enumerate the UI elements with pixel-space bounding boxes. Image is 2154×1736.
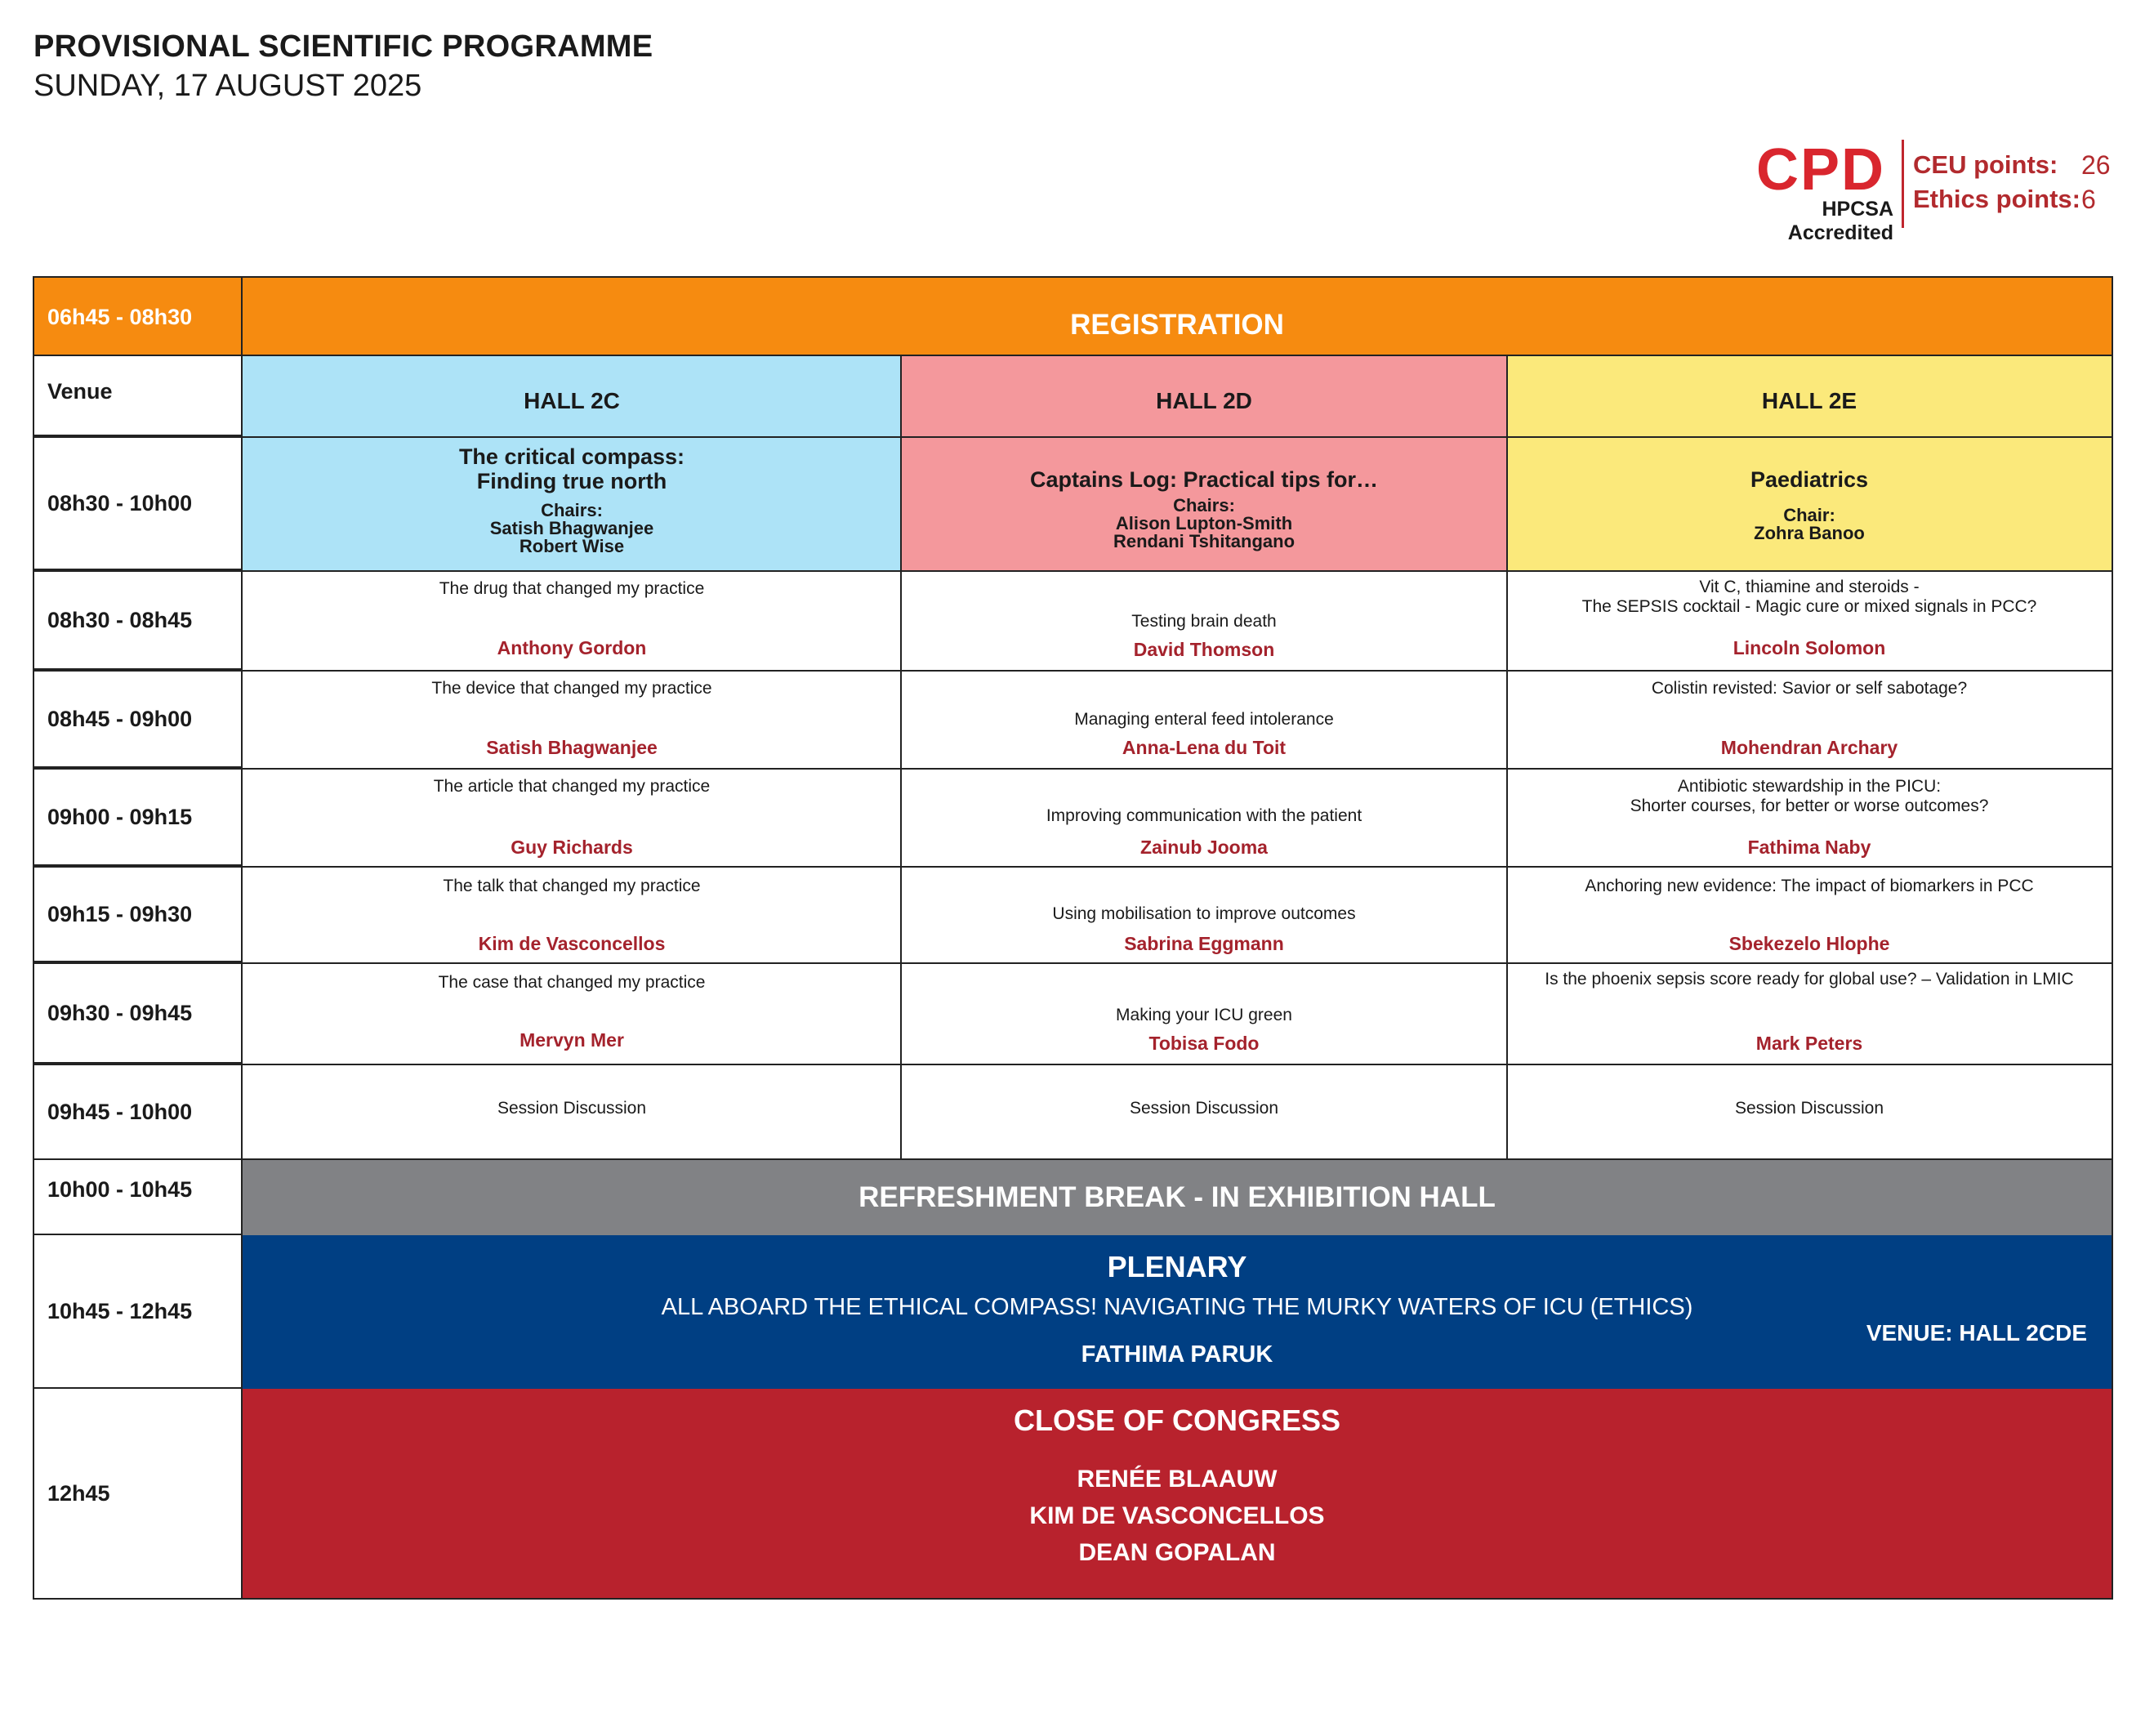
talk-cell	[1507, 964, 2112, 1064]
talk-title: Vit C, thiamine and steroids -	[1699, 578, 1920, 596]
speaker-name: Satish Bhagwanjee	[486, 737, 658, 758]
refreshment-break-banner: REFRESHMENT BREAK - IN EXHIBITION HALL	[243, 1160, 2112, 1235]
slot-time: 09h00 - 09h15	[34, 770, 243, 866]
talk-cell	[1507, 672, 2112, 768]
talk-title: The SEPSIS cocktail - Magic cure or mixed signals in PCC?	[1581, 597, 2037, 616]
speaker-name: Mervyn Mer	[520, 1029, 624, 1051]
column-divider	[1506, 356, 1508, 1160]
session-time: 08h30 - 10h00	[34, 438, 243, 570]
session-hall-2d	[901, 438, 1507, 570]
talk-cell	[901, 1065, 1507, 1160]
chair-name: Robert Wise	[519, 536, 625, 556]
plenary-topic: ALL ABOARD THE ETHICAL COMPASS! NAVIGATING THE MURKY WATERS OF ICU (ETHICS)	[661, 1294, 1693, 1320]
chairs-label: Chairs:	[541, 500, 603, 520]
speaker-name: Lincoln Solomon	[1733, 637, 1886, 658]
chairs-label: Chair:	[1783, 505, 1835, 525]
speaker-name: Sabrina Eggmann	[1124, 933, 1284, 954]
speaker-name: David Thomson	[1133, 639, 1275, 660]
talk-title: Testing brain death	[1131, 612, 1277, 631]
talk-title: The device that changed my practice	[431, 679, 712, 698]
slot-time: 09h45 - 10h00	[34, 1065, 243, 1160]
slot-time: 08h45 - 09h00	[34, 672, 243, 768]
ceu-points-label: CEU points:	[1913, 150, 2058, 179]
close-speaker: KIM DE VASCONCELLOS	[1029, 1502, 1325, 1529]
talk-title: Antibiotic stewardship in the PICU:	[1677, 777, 1942, 796]
talk-title: Improving communication with the patient	[1046, 806, 1362, 825]
page-date: SUNDAY, 17 AUGUST 2025	[33, 69, 422, 103]
plenary-venue: VENUE: HALL 2CDE	[1866, 1320, 2087, 1346]
talk-title: Colistin revisted: Savior or self sabotage?	[1651, 679, 1968, 698]
hall-2c-header: HALL 2C	[243, 356, 901, 436]
ethics-points-label: Ethics points:	[1913, 185, 2080, 213]
chair-name: Rendani Tshitangano	[1113, 531, 1296, 551]
close-time: 12h45	[34, 1389, 243, 1598]
speaker-name: Anthony Gordon	[497, 637, 647, 658]
talk-title: Managing enteral feed intolerance	[1074, 710, 1334, 729]
speaker-name: Zainub Jooma	[1140, 837, 1268, 858]
page-title: PROVISIONAL SCIENTIFIC PROGRAMME	[33, 29, 653, 64]
talk-title: The case that changed my practice	[438, 973, 706, 992]
talk-title: Session Discussion	[497, 1099, 647, 1118]
talk-title: Using mobilisation to improve outcomes	[1052, 904, 1356, 923]
speaker-name: Sbekezelo Hlophe	[1728, 933, 1890, 954]
speaker-name: Fathima Naby	[1747, 837, 1871, 858]
talk-cell	[901, 770, 1507, 866]
cpd-divider	[1902, 140, 1904, 228]
talk-cell	[1507, 572, 2112, 670]
close-of-congress-banner	[243, 1389, 2112, 1598]
chair-name: Satish Bhagwanjee	[489, 518, 654, 538]
hall-2e-header: HALL 2E	[1507, 356, 2112, 436]
talk-cell	[243, 868, 901, 962]
close-label: CLOSE OF CONGRESS	[1013, 1404, 1341, 1437]
session-title: Captains Log: Practical tips for…	[1029, 467, 1379, 492]
talk-title: Session Discussion	[1129, 1099, 1279, 1118]
chair-name: Alison Lupton-Smith	[1115, 513, 1293, 533]
registration-banner: REGISTRATION	[243, 278, 2112, 355]
talk-title: Anchoring new evidence: The impact of biomarkers in PCC	[1585, 877, 2034, 895]
slot-time: 09h30 - 09h45	[34, 964, 243, 1064]
slot-time: 08h30 - 08h45	[34, 572, 243, 670]
registration-time: 06h45 - 08h30	[34, 278, 243, 355]
cpd-logo: CPD	[1756, 137, 1886, 203]
talk-cell	[1507, 868, 2112, 962]
plenary-banner	[243, 1235, 2112, 1389]
talk-cell	[1507, 770, 2112, 866]
session-title: Finding true north	[476, 469, 667, 493]
talk-cell	[243, 1065, 901, 1160]
speaker-name: Mohendran Archary	[1720, 737, 1898, 758]
ceu-points-value: 26	[2081, 150, 2111, 180]
talk-cell	[901, 672, 1507, 768]
session-hall-2e	[1507, 438, 2112, 570]
cpd-accreditation-badge	[1714, 137, 2122, 244]
venue-label: Venue	[34, 356, 243, 436]
plenary-label: PLENARY	[1107, 1250, 1247, 1283]
talk-title: Making your ICU green	[1116, 1006, 1292, 1024]
speaker-name: Kim de Vasconcellos	[478, 933, 666, 954]
close-speaker: RENÉE BLAAUW	[1077, 1466, 1278, 1493]
talk-title: The drug that changed my practice	[439, 579, 705, 598]
talk-title: The article that changed my practice	[433, 777, 711, 796]
plenary-time: 10h45 - 12h45	[34, 1235, 243, 1389]
hall-2d-header: HALL 2D	[901, 356, 1507, 436]
talk-cell	[243, 964, 901, 1064]
talk-cell	[243, 770, 901, 866]
talk-cell	[243, 572, 901, 670]
session-title: Paediatrics	[1750, 467, 1869, 492]
ethics-points-value: 6	[2081, 185, 2096, 214]
speaker-name: Guy Richards	[511, 837, 633, 858]
speaker-name: Tobisa Fodo	[1148, 1033, 1260, 1054]
speaker-name: Mark Peters	[1755, 1033, 1863, 1054]
session-hall-2c	[243, 438, 901, 570]
talk-cell	[901, 572, 1507, 670]
session-title: The critical compass:	[458, 444, 685, 469]
column-divider	[900, 356, 902, 1160]
talk-title: Session Discussion	[1734, 1099, 1884, 1118]
talk-cell	[901, 964, 1507, 1064]
talk-title: Is the phoenix sepsis score ready for global use? – Validation in LMIC	[1545, 970, 2074, 988]
slot-time: 09h15 - 09h30	[34, 868, 243, 962]
plenary-speaker: FATHIMA PARUK	[1081, 1341, 1273, 1368]
talk-cell	[1507, 1065, 2112, 1160]
speaker-name: Anna-Lena du Toit	[1122, 737, 1287, 758]
break-time: 10h00 - 10h45	[34, 1160, 243, 1235]
talk-cell	[901, 868, 1507, 962]
talk-cell	[243, 672, 901, 768]
close-speaker: DEAN GOPALAN	[1078, 1539, 1276, 1566]
hpcsa-accredited-label: HPCSA Accredited	[1787, 198, 1893, 244]
programme-table	[33, 276, 2113, 1600]
talk-title: Shorter courses, for better or worse outcomes?	[1630, 797, 1989, 815]
chair-name: Zohra Banoo	[1754, 523, 1865, 543]
talk-title: The talk that changed my practice	[443, 877, 701, 895]
chairs-label: Chairs:	[1173, 495, 1235, 515]
